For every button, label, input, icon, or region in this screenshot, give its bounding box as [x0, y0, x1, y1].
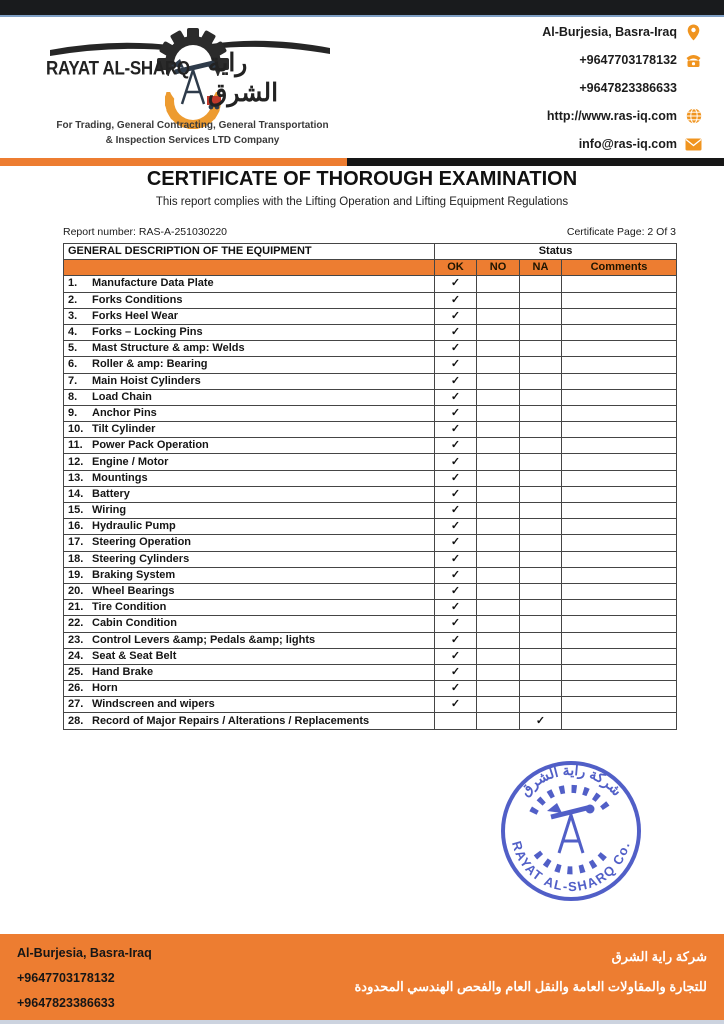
- stamp-pumpjack-icon: [551, 807, 591, 853]
- equipment-description-cell: 24. Seat & Seat Belt: [64, 648, 435, 664]
- location-pin-icon: [685, 24, 702, 41]
- status-cell-na: ✓: [520, 713, 562, 729]
- status-cell-ok: ✓: [435, 324, 477, 340]
- status-cell-na: [520, 454, 562, 470]
- status-cell-na: [520, 632, 562, 648]
- table-row: [64, 422, 677, 438]
- globe-icon: [685, 108, 702, 125]
- status-cell-no: [477, 503, 520, 519]
- status-cell-ok: ✓: [435, 535, 477, 551]
- status-cell-no: [477, 616, 520, 632]
- status-cell-na: [520, 389, 562, 405]
- status-cell-ok: ✓: [435, 373, 477, 389]
- status-cell-ok: ✓: [435, 422, 477, 438]
- status-cell-no: [477, 373, 520, 389]
- status-cell-no: [477, 276, 520, 292]
- table-row: [64, 535, 677, 551]
- status-cell-na: [520, 276, 562, 292]
- certificate-page: Certificate Page: 2 Of 3: [566, 226, 676, 238]
- status-cell-ok: ✓: [435, 567, 477, 583]
- status-cell-na: [520, 551, 562, 567]
- equipment-description-cell: 17. Steering Operation: [64, 535, 435, 551]
- status-cell-comments: [562, 389, 677, 405]
- status-cell-no: [477, 519, 520, 535]
- status-cell-na: [520, 308, 562, 324]
- equipment-description-cell: 14. Battery: [64, 486, 435, 502]
- status-cell-no: [477, 357, 520, 373]
- equipment-table: [63, 243, 677, 730]
- table-row: [64, 664, 677, 680]
- table-row: [64, 551, 677, 567]
- status-cell-comments: [562, 454, 677, 470]
- status-cell-na: [520, 648, 562, 664]
- equipment-table-body: [64, 276, 677, 729]
- bottom-light-strip: [0, 1020, 724, 1024]
- status-cell-no: [477, 697, 520, 713]
- status-cell-no: [477, 535, 520, 551]
- status-cell-comments: [562, 357, 677, 373]
- status-cell-na: [520, 583, 562, 599]
- table-row: [64, 438, 677, 454]
- tagline-line2: & Inspection Services LTD Company: [105, 135, 280, 146]
- table-row: [64, 454, 677, 470]
- status-cell-ok: ✓: [435, 486, 477, 502]
- table-row: [64, 583, 677, 599]
- status-cell-comments: [562, 486, 677, 502]
- table-row: [64, 567, 677, 583]
- footer-description-arabic: للتجارة والمقاولات العامة والنقل العام والفحص الهندسي المحدودة: [354, 979, 707, 994]
- equipment-description-cell: 23. Control Levers &amp; Pedals &amp; lights: [64, 632, 435, 648]
- status-cell-ok: ✓: [435, 341, 477, 357]
- status-cell-no: [477, 681, 520, 697]
- status-cell-comments: [562, 600, 677, 616]
- status-cell-no: [477, 389, 520, 405]
- equipment-description-cell: 16. Hydraulic Pump: [64, 519, 435, 535]
- divider-orange-segment: [0, 158, 347, 166]
- header-contact-list: [542, 22, 702, 154]
- company-name-english: RAYAT AL-SHARQ: [46, 57, 190, 79]
- equipment-description-cell: 18. Steering Cylinders: [64, 551, 435, 567]
- status-cell-no: [477, 324, 520, 340]
- status-cell-na: [520, 567, 562, 583]
- status-cell-ok: [435, 713, 477, 729]
- status-cell-ok: ✓: [435, 616, 477, 632]
- equipment-description-cell: 28. Record of Major Repairs / Alterations / Replacements: [64, 713, 435, 729]
- blank-header-cell: [64, 260, 435, 276]
- status-cell-comments: [562, 422, 677, 438]
- status-cell-no: [477, 632, 520, 648]
- column-na: NA: [520, 260, 562, 276]
- table-row: [64, 324, 677, 340]
- status-cell-comments: [562, 551, 677, 567]
- status-cell-na: [520, 292, 562, 308]
- table-row: [64, 519, 677, 535]
- status-cell-ok: ✓: [435, 648, 477, 664]
- status-cell-no: [477, 454, 520, 470]
- status-cell-ok: ✓: [435, 308, 477, 324]
- status-cell-comments: [562, 583, 677, 599]
- status-cell-no: [477, 567, 520, 583]
- equipment-description-cell: 11. Power Pack Operation: [64, 438, 435, 454]
- status-cell-comments: [562, 519, 677, 535]
- status-cell-comments: [562, 664, 677, 680]
- status-cell-no: [477, 600, 520, 616]
- tagline-line1: For Trading, General Contracting, General Transportation: [56, 120, 329, 131]
- contact-phone2: [542, 78, 702, 98]
- table-row: [64, 292, 677, 308]
- contact-phone1-text: +9647703178132: [579, 53, 677, 67]
- status-cell-no: [477, 713, 520, 729]
- status-cell-ok: ✓: [435, 503, 477, 519]
- status-cell-ok: ✓: [435, 664, 477, 680]
- status-cell-no: [477, 470, 520, 486]
- status-cell-ok: ✓: [435, 470, 477, 486]
- status-cell-na: [520, 616, 562, 632]
- page-subtitle: This report complies with the Lifting Operation and Lifting Equipment Regulations: [155, 196, 569, 208]
- footer-address: Al-Burjesia, Basra-Iraq: [17, 946, 152, 960]
- status-cell-comments: [562, 567, 677, 583]
- contact-address: [542, 22, 702, 42]
- status-cell-ok: ✓: [435, 697, 477, 713]
- status-cell-na: [520, 373, 562, 389]
- status-cell-comments: [562, 308, 677, 324]
- status-cell-comments: [562, 373, 677, 389]
- status-cell-comments: [562, 292, 677, 308]
- equipment-description-cell: 10. Tilt Cylinder: [64, 422, 435, 438]
- status-cell-na: [520, 519, 562, 535]
- company-name-arabic: راية الشرق: [208, 49, 279, 107]
- footer-phone1: +9647703178132: [17, 971, 115, 985]
- table-row: [64, 600, 677, 616]
- status-cell-na: [520, 503, 562, 519]
- status-cell-ok: ✓: [435, 632, 477, 648]
- equipment-description-cell: 4. Forks – Locking Pins: [64, 324, 435, 340]
- equipment-description-cell: 21. Tire Condition: [64, 600, 435, 616]
- status-cell-no: [477, 308, 520, 324]
- status-cell-comments: [562, 681, 677, 697]
- contact-website: [542, 106, 702, 126]
- equipment-description-cell: 8. Load Chain: [64, 389, 435, 405]
- column-comments: Comments: [562, 260, 677, 276]
- divider-black-segment: [347, 158, 724, 166]
- table-row: [64, 681, 677, 697]
- report-number: Report number: RAS-A-251030220: [63, 226, 228, 238]
- table-row: [64, 341, 677, 357]
- table-header-row-2: [64, 260, 677, 276]
- status-cell-na: [520, 486, 562, 502]
- table-row: [64, 276, 677, 292]
- status-cell-comments: [562, 276, 677, 292]
- status-cell-na: [520, 664, 562, 680]
- equipment-description-cell: 2. Forks Conditions: [64, 292, 435, 308]
- stamp-arabic-text: شركة راية الشرق: [516, 761, 626, 799]
- status-cell-ok: ✓: [435, 389, 477, 405]
- equipment-description-cell: 3. Forks Heel Wear: [64, 308, 435, 324]
- table-row: [64, 357, 677, 373]
- status-cell-no: [477, 405, 520, 421]
- contact-email-text: info@ras-iq.com: [578, 137, 677, 151]
- status-cell-no: [477, 664, 520, 680]
- table-row: [64, 503, 677, 519]
- status-cell-comments: [562, 405, 677, 421]
- equipment-description-cell: 19. Braking System: [64, 567, 435, 583]
- status-cell-no: [477, 422, 520, 438]
- status-cell-ok: ✓: [435, 583, 477, 599]
- status-cell-ok: ✓: [435, 292, 477, 308]
- equipment-description-cell: 26. Horn: [64, 681, 435, 697]
- table-row: [64, 389, 677, 405]
- company-tagline: [20, 118, 365, 148]
- description-header: GENERAL DESCRIPTION OF THE EQUIPMENT: [64, 244, 435, 260]
- contact-email: [542, 134, 702, 154]
- status-cell-no: [477, 486, 520, 502]
- footer-company-arabic: شركة راية الشرق: [611, 949, 707, 964]
- status-cell-na: [520, 341, 562, 357]
- page-title: CERTIFICATE OF THOROUGH EXAMINATION: [146, 168, 578, 190]
- status-cell-comments: [562, 535, 677, 551]
- table-row: [64, 713, 677, 729]
- table-header-row-1: [64, 244, 677, 260]
- company-stamp: [497, 757, 645, 905]
- top-black-bar: [0, 0, 724, 15]
- equipment-description-cell: 15. Wiring: [64, 503, 435, 519]
- status-cell-comments: [562, 438, 677, 454]
- status-cell-no: [477, 292, 520, 308]
- top-blue-line: [0, 15, 724, 17]
- status-cell-ok: ✓: [435, 438, 477, 454]
- status-cell-no: [477, 648, 520, 664]
- footer-band: [0, 934, 724, 1020]
- status-cell-ok: ✓: [435, 276, 477, 292]
- status-cell-na: [520, 681, 562, 697]
- envelope-icon: [685, 136, 702, 153]
- header-divider-bar: [0, 158, 724, 166]
- table-row: [64, 405, 677, 421]
- status-cell-comments: [562, 632, 677, 648]
- column-no: NO: [477, 260, 520, 276]
- status-cell-ok: ✓: [435, 405, 477, 421]
- equipment-description-cell: 25. Hand Brake: [64, 664, 435, 680]
- equipment-description-cell: 7. Main Hoist Cylinders: [64, 373, 435, 389]
- status-cell-comments: [562, 470, 677, 486]
- table-row: [64, 697, 677, 713]
- table-row: [64, 486, 677, 502]
- status-cell-comments: [562, 341, 677, 357]
- status-cell-na: [520, 357, 562, 373]
- status-cell-comments: [562, 713, 677, 729]
- status-cell-no: [477, 583, 520, 599]
- status-cell-na: [520, 324, 562, 340]
- status-cell-na: [520, 438, 562, 454]
- status-cell-na: [520, 470, 562, 486]
- status-cell-na: [520, 697, 562, 713]
- equipment-description-cell: 6. Roller & amp: Bearing: [64, 357, 435, 373]
- status-cell-comments: [562, 503, 677, 519]
- footer-arabic-block: [355, 942, 708, 1002]
- equipment-description-cell: 13. Mountings: [64, 470, 435, 486]
- equipment-description-cell: 22. Cabin Condition: [64, 616, 435, 632]
- status-cell-na: [520, 535, 562, 551]
- equipment-description-cell: 5. Mast Structure & amp: Welds: [64, 341, 435, 357]
- phone-icon: [685, 52, 702, 69]
- status-cell-na: [520, 600, 562, 616]
- status-cell-ok: ✓: [435, 600, 477, 616]
- footer-contact-block: [17, 941, 152, 1016]
- stamp-english-text: RAYAT AL-SHARQ Co.: [509, 839, 633, 895]
- table-row: [64, 616, 677, 632]
- status-cell-ok: ✓: [435, 519, 477, 535]
- equipment-description-cell: 12. Engine / Motor: [64, 454, 435, 470]
- status-cell-ok: ✓: [435, 357, 477, 373]
- equipment-description-cell: 20. Wheel Bearings: [64, 583, 435, 599]
- status-cell-ok: ✓: [435, 681, 477, 697]
- status-cell-ok: ✓: [435, 454, 477, 470]
- column-ok: OK: [435, 260, 477, 276]
- status-cell-na: [520, 422, 562, 438]
- status-cell-na: [520, 405, 562, 421]
- status-header: Status: [435, 244, 677, 260]
- table-row: [64, 470, 677, 486]
- footer-phone2: +9647823386633: [17, 996, 115, 1010]
- table-row: [64, 632, 677, 648]
- contact-address-text: Al-Burjesia, Basra-Iraq: [542, 25, 677, 39]
- blank-icon-slot: [685, 80, 702, 97]
- report-meta-line: [63, 226, 676, 238]
- contact-phone2-text: +9647823386633: [579, 81, 677, 95]
- svg-text:شركة راية الشرق: [517, 762, 625, 800]
- contact-website-text: http://www.ras-iq.com: [546, 109, 677, 123]
- status-cell-comments: [562, 697, 677, 713]
- status-cell-no: [477, 341, 520, 357]
- status-cell-comments: [562, 616, 677, 632]
- table-row: [64, 648, 677, 664]
- table-row: [64, 373, 677, 389]
- contact-phone1: [542, 50, 702, 70]
- equipment-description-cell: 27. Windscreen and wipers: [64, 697, 435, 713]
- status-cell-ok: ✓: [435, 551, 477, 567]
- status-cell-comments: [562, 324, 677, 340]
- equipment-description-cell: 1. Manufacture Data Plate: [64, 276, 435, 292]
- equipment-description-cell: 9. Anchor Pins: [64, 405, 435, 421]
- table-row: [64, 308, 677, 324]
- status-cell-no: [477, 438, 520, 454]
- status-cell-comments: [562, 648, 677, 664]
- status-cell-no: [477, 551, 520, 567]
